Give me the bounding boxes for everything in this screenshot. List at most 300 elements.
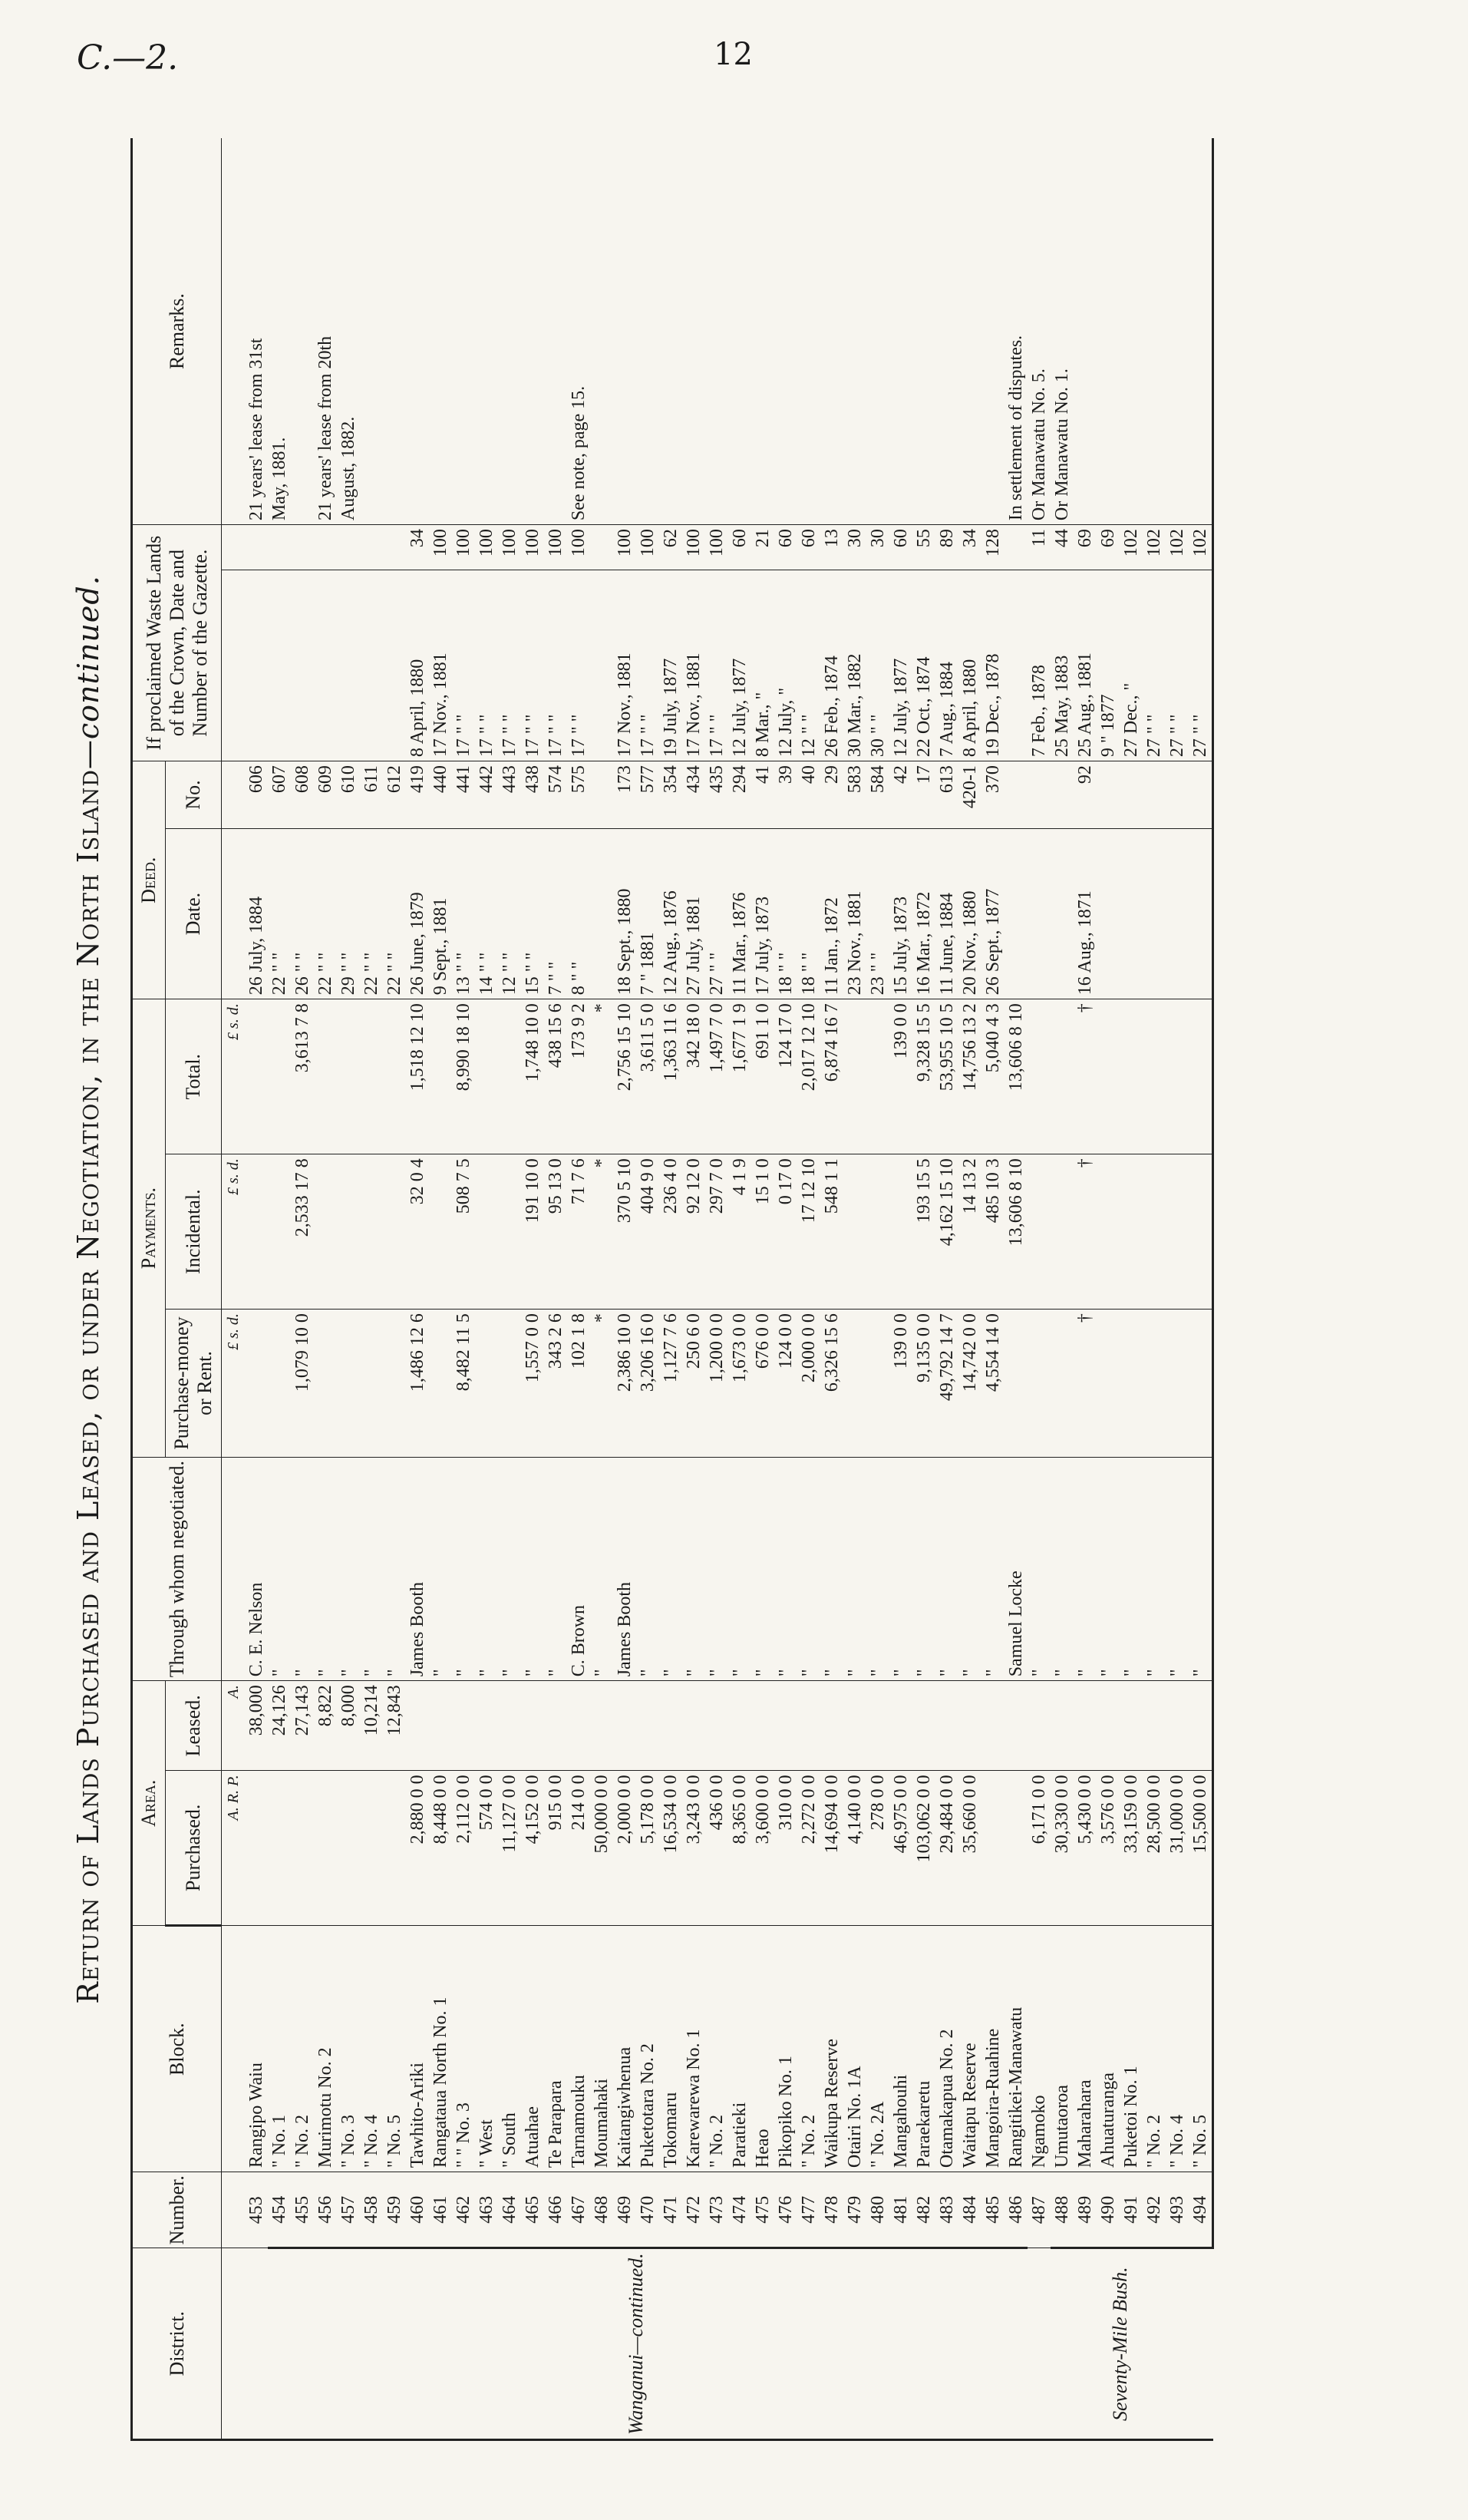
incidental xyxy=(475,1154,498,1310)
incidental xyxy=(1189,1154,1213,1310)
gazette-date: 7 Aug., 1884 xyxy=(935,570,958,761)
gazette-date: 19 Dec., 1878 xyxy=(981,570,1005,761)
area-purchased: 2,272 0 0 xyxy=(797,1771,820,1926)
area-purchased: 4,140 0 0 xyxy=(843,1771,866,1926)
block-name: Paraekaretu xyxy=(912,1926,935,2172)
deed-no: 40 xyxy=(797,761,820,829)
gazette-no xyxy=(383,525,406,570)
remarks xyxy=(406,138,429,525)
gazette-date: 27 Dec., " xyxy=(1120,570,1143,761)
deed-date xyxy=(1143,828,1166,999)
remarks: Or Manawatu No. 1. xyxy=(1051,138,1074,525)
incidental: 2,533 17 8 xyxy=(291,1154,314,1310)
total xyxy=(360,999,383,1154)
block-name: Ngamoko xyxy=(1028,1926,1051,2172)
block-name: Heao xyxy=(751,1926,774,2172)
deed-date: 27 " " xyxy=(705,828,728,999)
deed-no: 434 xyxy=(682,761,705,829)
area-leased xyxy=(958,1681,981,1771)
header-leased: Leased. xyxy=(166,1681,222,1771)
gazette-date: 17 " " xyxy=(567,570,590,761)
purchase-money xyxy=(268,1310,291,1458)
total: 691 1 0 xyxy=(751,999,774,1154)
total: 2,756 15 10 xyxy=(613,999,636,1154)
header-total: Total. xyxy=(166,999,222,1154)
row-number: 489 xyxy=(1074,2172,1097,2248)
remarks xyxy=(682,138,705,525)
deed-date: 11 June, 1884 xyxy=(935,828,958,999)
block-name: " No. 4 xyxy=(1166,1926,1189,2172)
table-row xyxy=(1120,138,1143,2440)
deed-date: 26 July, 1884 xyxy=(245,828,268,999)
area-purchased xyxy=(314,1771,337,1926)
incidental: 17 12 10 xyxy=(797,1154,820,1310)
negotiated-by: " xyxy=(475,1457,498,1680)
remarks xyxy=(1097,138,1120,525)
total xyxy=(1097,999,1120,1154)
gazette-date: 8 Mar., " xyxy=(751,570,774,761)
row-number: 466 xyxy=(544,2172,567,2248)
header-payments: Payments. xyxy=(132,999,166,1458)
gazette-date: 17 " " xyxy=(475,570,498,761)
row-number: 485 xyxy=(981,2172,1005,2248)
rotated-table-sheet xyxy=(54,138,1404,2441)
block-name: " No. 2 xyxy=(797,1926,820,2172)
gazette-no: 100 xyxy=(521,525,544,570)
deed-no xyxy=(1097,761,1120,829)
block-name: Maharahara xyxy=(1074,1926,1097,2172)
gazette-date: 17 " " xyxy=(544,570,567,761)
block-name: Paratieki xyxy=(728,1926,751,2172)
remarks xyxy=(751,138,774,525)
area-leased xyxy=(1166,1681,1189,1771)
remarks xyxy=(1074,138,1097,525)
gazette-date: 17 Nov., 1881 xyxy=(429,570,452,761)
purchase-money: * xyxy=(590,1310,613,1458)
remarks xyxy=(1143,138,1166,525)
total xyxy=(498,999,521,1154)
purchase-money xyxy=(1028,1310,1051,1458)
gazette-no: 30 xyxy=(866,525,889,570)
row-number: 476 xyxy=(774,2172,797,2248)
gazette-date xyxy=(291,570,314,761)
area-leased xyxy=(866,1681,889,1771)
table-row xyxy=(958,138,981,2440)
gazette-date: 27 " " xyxy=(1166,570,1189,761)
gazette-no: 34 xyxy=(958,525,981,570)
incidental: 404 9 0 xyxy=(636,1154,659,1310)
total: 5,040 4 3 xyxy=(981,999,1005,1154)
total: 1,518 12 10 xyxy=(406,999,429,1154)
row-number: 473 xyxy=(705,2172,728,2248)
gazette-no xyxy=(268,525,291,570)
gazette-date xyxy=(1005,570,1028,761)
gazette-no: 62 xyxy=(659,525,682,570)
incidental: 370 5 10 xyxy=(613,1154,636,1310)
negotiated-by: " xyxy=(314,1457,337,1680)
total xyxy=(1120,999,1143,1154)
gazette-no: 128 xyxy=(981,525,1005,570)
deed-date: 26 June, 1879 xyxy=(406,828,429,999)
table-row xyxy=(820,138,843,2440)
deed-no: 39 xyxy=(774,761,797,829)
area-purchased: 310 0 0 xyxy=(774,1771,797,1926)
area-purchased: 214 0 0 xyxy=(567,1771,590,1926)
remarks xyxy=(866,138,889,525)
gazette-no xyxy=(1005,525,1028,570)
deed-date: 22 " " xyxy=(360,828,383,999)
incidental: 92 12 0 xyxy=(682,1154,705,1310)
negotiated-by: " xyxy=(544,1457,567,1680)
deed-date: 18 " " xyxy=(797,828,820,999)
incidental xyxy=(360,1154,383,1310)
deed-no: 438 xyxy=(521,761,544,829)
block-name: Waitapu Reserve xyxy=(958,1926,981,2172)
block-name: Puketoi No. 1 xyxy=(1120,1926,1143,2172)
gazette-no: 100 xyxy=(705,525,728,570)
purchase-money: 2,000 0 0 xyxy=(797,1310,820,1458)
deed-date: 15 July, 1873 xyxy=(889,828,912,999)
block-name: " " No. 3 xyxy=(452,1926,475,2172)
deed-date: 17 July, 1873 xyxy=(751,828,774,999)
purchase-money: 1,127 7 6 xyxy=(659,1310,682,1458)
row-number: 490 xyxy=(1097,2172,1120,2248)
block-name: Pikopiko No. 1 xyxy=(774,1926,797,2172)
purchase-money xyxy=(1051,1310,1074,1458)
deed-no: 606 xyxy=(245,761,268,829)
header-deed: Deed. xyxy=(132,761,166,999)
gazette-no xyxy=(245,525,268,570)
negotiated-by: " xyxy=(820,1457,843,1680)
block-name: Te Parapara xyxy=(544,1926,567,2172)
gazette-no: 102 xyxy=(1189,525,1213,570)
area-purchased: 31,000 0 0 xyxy=(1166,1771,1189,1926)
deed-no: 575 xyxy=(567,761,590,829)
total xyxy=(245,999,268,1154)
deed-date: 22 " " xyxy=(268,828,291,999)
incidental: † xyxy=(1074,1154,1097,1310)
gazette-no: 100 xyxy=(475,525,498,570)
purchase-money: 2,386 10 0 xyxy=(613,1310,636,1458)
gazette-no: 102 xyxy=(1166,525,1189,570)
table-row xyxy=(912,138,935,2440)
row-number: 492 xyxy=(1143,2172,1166,2248)
table-row xyxy=(268,138,291,2440)
gazette-date: 9 " 1877 xyxy=(1097,570,1120,761)
gazette-no xyxy=(360,525,383,570)
deed-date: 15 " " xyxy=(521,828,544,999)
remarks xyxy=(935,138,958,525)
block-name: " No. 1 xyxy=(268,1926,291,2172)
row-number: 475 xyxy=(751,2172,774,2248)
negotiated-by: Samuel Locke xyxy=(1005,1457,1028,1680)
row-number: 465 xyxy=(521,2172,544,2248)
gazette-date xyxy=(360,570,383,761)
negotiated-by: " xyxy=(429,1457,452,1680)
area-purchased: 436 0 0 xyxy=(705,1771,728,1926)
area-purchased: 50,000 0 0 xyxy=(590,1771,613,1926)
area-leased xyxy=(1189,1681,1213,1771)
deed-no xyxy=(1166,761,1189,829)
purchase-money xyxy=(1120,1310,1143,1458)
area-leased xyxy=(1097,1681,1120,1771)
row-number: 459 xyxy=(383,2172,406,2248)
area-leased xyxy=(429,1681,452,1771)
negotiated-by: " xyxy=(1097,1457,1120,1680)
negotiated-by: " xyxy=(705,1457,728,1680)
gazette-no: 100 xyxy=(498,525,521,570)
remarks xyxy=(889,138,912,525)
remarks xyxy=(544,138,567,525)
total xyxy=(337,999,360,1154)
gazette-date xyxy=(245,570,268,761)
total: 6,874 16 7 xyxy=(820,999,843,1154)
incidental: 236 4 0 xyxy=(659,1154,682,1310)
block-name: Otamakapua No. 2 xyxy=(935,1926,958,2172)
gazette-date: 19 July, 1877 xyxy=(659,570,682,761)
area-purchased: 29,484 0 0 xyxy=(935,1771,958,1926)
incidental: 13,606 8 10 xyxy=(1005,1154,1028,1310)
gazette-date: 12 " " xyxy=(797,570,820,761)
table-row xyxy=(406,138,429,2440)
table-row xyxy=(337,138,360,2440)
negotiated-by: " xyxy=(1051,1457,1074,1680)
area-leased: 10,214 xyxy=(360,1681,383,1771)
gazette-no: 60 xyxy=(774,525,797,570)
row-number: 454 xyxy=(268,2172,291,2248)
deed-no: 17 xyxy=(912,761,935,829)
negotiated-by: " xyxy=(797,1457,820,1680)
negotiated-by: " xyxy=(1166,1457,1189,1680)
gazette-date: 30 Mar., 1882 xyxy=(843,570,866,761)
gazette-date: 17 " " xyxy=(636,570,659,761)
deed-no: 608 xyxy=(291,761,314,829)
deed-date: 23 Nov., 1881 xyxy=(843,828,866,999)
table-row xyxy=(1051,138,1074,2440)
deed-no xyxy=(1143,761,1166,829)
area-leased xyxy=(1074,1681,1097,1771)
purchase-money: † xyxy=(1074,1310,1097,1458)
deed-date xyxy=(1166,828,1189,999)
deed-no: 574 xyxy=(544,761,567,829)
table-row xyxy=(866,138,889,2440)
negotiated-by: C. E. Nelson xyxy=(245,1457,268,1680)
deed-no: 41 xyxy=(751,761,774,829)
deed-no: 442 xyxy=(475,761,498,829)
deed-date: 12 Aug., 1876 xyxy=(659,828,682,999)
block-name: " No. 2 xyxy=(1143,1926,1166,2172)
gazette-date: 17 " " xyxy=(452,570,475,761)
negotiated-by: " xyxy=(843,1457,866,1680)
block-name: Kaitangiwhenua xyxy=(613,1926,636,2172)
area-purchased: 2,112 0 0 xyxy=(452,1771,475,1926)
block-name: " No. 2 xyxy=(705,1926,728,2172)
area-purchased: 2,880 0 0 xyxy=(406,1771,429,1926)
table-row xyxy=(935,138,958,2440)
purchase-money xyxy=(843,1310,866,1458)
incidental xyxy=(337,1154,360,1310)
negotiated-by: " xyxy=(728,1457,751,1680)
row-number: 470 xyxy=(636,2172,659,2248)
total: 139 0 0 xyxy=(889,999,912,1154)
row-number: 467 xyxy=(567,2172,590,2248)
gazette-no xyxy=(337,525,360,570)
total: 53,955 10 5 xyxy=(935,999,958,1154)
gazette-date: 17 " " xyxy=(498,570,521,761)
gazette-date: 17 " " xyxy=(521,570,544,761)
area-leased xyxy=(1051,1681,1074,1771)
gazette-date: 12 July, 1877 xyxy=(889,570,912,761)
negotiated-by: " xyxy=(268,1457,291,1680)
purchase-money: 676 0 0 xyxy=(751,1310,774,1458)
deed-no: 420-1 xyxy=(958,761,981,829)
area-leased: 8,822 xyxy=(314,1681,337,1771)
remarks xyxy=(774,138,797,525)
total: 438 15 6 xyxy=(544,999,567,1154)
deed-date xyxy=(1189,828,1213,999)
area-leased xyxy=(935,1681,958,1771)
incidental: 4 1 9 xyxy=(728,1154,751,1310)
row-number: 488 xyxy=(1051,2172,1074,2248)
block-name: Tarnamouku xyxy=(567,1926,590,2172)
block-name: " South xyxy=(498,1926,521,2172)
deed-no xyxy=(1051,761,1074,829)
gazette-date xyxy=(268,570,291,761)
purchase-money xyxy=(360,1310,383,1458)
area-leased xyxy=(728,1681,751,1771)
deed-no: 607 xyxy=(268,761,291,829)
gazette-no: 102 xyxy=(1120,525,1143,570)
total: † xyxy=(1074,999,1097,1154)
land-return-table xyxy=(130,138,1214,2441)
area-purchased: 15,500 0 0 xyxy=(1189,1771,1213,1926)
block-name: Murimotu No. 2 xyxy=(314,1926,337,2172)
row-number: 471 xyxy=(659,2172,682,2248)
table-row xyxy=(797,138,820,2440)
table-row xyxy=(475,138,498,2440)
header-area: Area. xyxy=(132,1681,166,1926)
gazette-no: 21 xyxy=(751,525,774,570)
area-purchased: 30,330 0 0 xyxy=(1051,1771,1074,1926)
deed-no: 583 xyxy=(843,761,866,829)
gazette-date xyxy=(337,570,360,761)
negotiated-by: " xyxy=(1143,1457,1166,1680)
table-row xyxy=(1074,138,1097,2440)
area-leased xyxy=(797,1681,820,1771)
total xyxy=(843,999,866,1154)
incidental xyxy=(1051,1154,1074,1310)
gazette-date xyxy=(590,570,613,761)
purchase-money: 250 6 0 xyxy=(682,1310,705,1458)
area-purchased: 103,062 0 0 xyxy=(912,1771,935,1926)
negotiated-by: " xyxy=(866,1457,889,1680)
deed-no: 42 xyxy=(889,761,912,829)
area-leased xyxy=(1143,1681,1166,1771)
gazette-no xyxy=(314,525,337,570)
table-row xyxy=(1143,138,1166,2440)
incidental: 548 1 1 xyxy=(820,1154,843,1310)
area-leased xyxy=(544,1681,567,1771)
deed-no: 419 xyxy=(406,761,429,829)
block-name: " No. 2A xyxy=(866,1926,889,2172)
deed-date xyxy=(1097,828,1120,999)
row-number: 453 xyxy=(245,2172,268,2248)
row-number: 469 xyxy=(613,2172,636,2248)
deed-date xyxy=(1005,828,1028,999)
negotiated-by: " xyxy=(498,1457,521,1680)
total: 8,990 18 10 xyxy=(452,999,475,1154)
title-continued: continued. xyxy=(71,575,105,740)
deed-no: 611 xyxy=(360,761,383,829)
table-row xyxy=(498,138,521,2440)
area-purchased: 33,159 0 0 xyxy=(1120,1771,1143,1926)
remarks xyxy=(958,138,981,525)
block-name: " No. 3 xyxy=(337,1926,360,2172)
area-leased xyxy=(406,1681,429,1771)
negotiated-by: C. Brown xyxy=(567,1457,590,1680)
negotiated-by: " xyxy=(889,1457,912,1680)
remarks xyxy=(797,138,820,525)
negotiated-by: " xyxy=(659,1457,682,1680)
negotiated-by: " xyxy=(1028,1457,1051,1680)
remarks: See note, page 15. xyxy=(567,138,590,525)
remarks xyxy=(613,138,636,525)
deed-date: 7 " " xyxy=(544,828,567,999)
area-purchased xyxy=(383,1771,406,1926)
gazette-no: 100 xyxy=(429,525,452,570)
table-row xyxy=(1166,138,1189,2440)
units-row xyxy=(222,138,246,2440)
incidental xyxy=(429,1154,452,1310)
table-row xyxy=(659,138,682,2440)
document-reference: C.—2. xyxy=(77,38,179,78)
area-purchased: 14,694 0 0 xyxy=(820,1771,843,1926)
remarks xyxy=(1166,138,1189,525)
purchase-money xyxy=(866,1310,889,1458)
table-row xyxy=(452,138,475,2440)
block-name: Mangoira-Ruahine xyxy=(981,1926,1005,2172)
incidental: 14 13 2 xyxy=(958,1154,981,1310)
remarks xyxy=(1189,138,1213,525)
remarks xyxy=(383,138,406,525)
gazette-no: 69 xyxy=(1074,525,1097,570)
block-name: Ahuaturanga xyxy=(1097,1926,1120,2172)
row-number: 461 xyxy=(429,2172,452,2248)
area-leased xyxy=(498,1681,521,1771)
row-number: 493 xyxy=(1166,2172,1189,2248)
gazette-no: 100 xyxy=(613,525,636,570)
remarks xyxy=(360,138,383,525)
gazette-no: 55 xyxy=(912,525,935,570)
table-row xyxy=(567,138,590,2440)
header-number: Number. xyxy=(132,2172,222,2248)
area-leased xyxy=(912,1681,935,1771)
gazette-no: 100 xyxy=(567,525,590,570)
remarks xyxy=(291,138,314,525)
area-purchased xyxy=(337,1771,360,1926)
negotiated-by: " xyxy=(383,1457,406,1680)
deed-no: 609 xyxy=(314,761,337,829)
row-number: 464 xyxy=(498,2172,521,2248)
table-body xyxy=(222,138,1213,2440)
total: 1,677 1 9 xyxy=(728,999,751,1154)
purchase-money: 1,486 12 6 xyxy=(406,1310,429,1458)
deed-date: 14 " " xyxy=(475,828,498,999)
total: 1,748 10 0 xyxy=(521,999,544,1154)
deed-date: 29 " " xyxy=(337,828,360,999)
gazette-date: 12 July, 1877 xyxy=(728,570,751,761)
district-cell: Seventy-Mile Bush. xyxy=(1028,2248,1213,2440)
